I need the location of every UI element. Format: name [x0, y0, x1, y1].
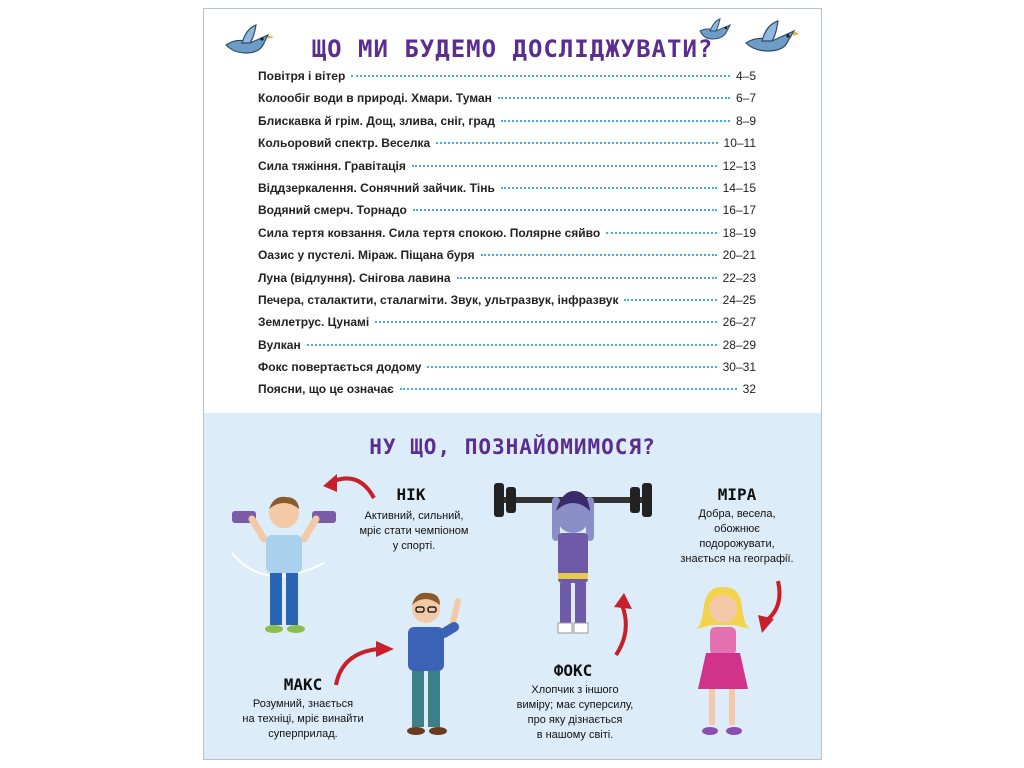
toc-leader-dots [498, 97, 730, 99]
toc-item-pages: 32 [742, 382, 756, 397]
arrow-maks-icon [332, 639, 396, 689]
toc-item [258, 360, 756, 382]
maks-description: Розумний, знається на техніці, мріє винайти суперприлад. [242, 698, 364, 740]
mira-name: МІРА [717, 485, 757, 504]
toc-leader-dots [481, 254, 717, 256]
toc-leader-dots [457, 277, 717, 279]
toc-leader-dots [375, 321, 716, 323]
toc-item-label: Кольоровий спектр. Веселка [258, 136, 431, 151]
toc-item-label: Колообіг води в природі. Хмари. Туман [258, 91, 492, 106]
toc-item [258, 338, 756, 360]
toc-item-label: Віддзеркалення. Сонячний зайчик. Тінь [258, 180, 495, 195]
toc-item-pages: 24–25 [722, 292, 756, 307]
toc-leader-dots [436, 142, 717, 144]
toc-leader-dots [412, 165, 717, 167]
toc-item-pages: 16–17 [722, 203, 756, 218]
toc-item-label: Водяний смерч. Торнадо [258, 203, 407, 218]
arrow-mira-icon [756, 577, 786, 637]
arrow-foks-icon [606, 591, 636, 661]
mira-description: Добра, весела, обожнює подорожувати, знається на географії. [680, 508, 794, 565]
toc-item [258, 315, 756, 337]
toc-item-label: Вулкан [258, 337, 301, 352]
toc-item [258, 159, 756, 181]
toc-item-pages: 30–31 [722, 360, 756, 375]
intro-title: НУ ЩО, ПОЗНАЙОМИМОСЯ? [369, 435, 656, 459]
characters-intro [204, 413, 821, 759]
toc-item [258, 114, 756, 136]
maks-illustration [392, 587, 472, 747]
table-of-contents [204, 9, 821, 413]
toc-item [258, 226, 756, 248]
toc-item-label: Печера, сталактити, сталагміти. Звук, ультразвук, інфразвук [258, 292, 619, 307]
toc-item [258, 293, 756, 315]
toc-leader-dots [606, 232, 716, 234]
toc-item-pages: 6–7 [735, 91, 756, 106]
toc-item-pages: 20–21 [722, 248, 756, 263]
toc-item-pages: 28–29 [722, 337, 756, 352]
arrow-nik-icon [319, 468, 379, 508]
toc-item [258, 69, 756, 91]
toc-item [258, 382, 756, 404]
toc-item [258, 248, 756, 270]
toc-title: ЩО МИ БУДЕМО ДОСЛІДЖУВАТИ? [311, 35, 714, 63]
toc-item-label: Повітря і вітер [258, 69, 346, 83]
toc-item-pages: 10–11 [723, 136, 756, 151]
toc-item-pages: 8–9 [735, 113, 756, 128]
toc-item [258, 203, 756, 225]
toc-item-label: Сила тяжіння. Гравітація [258, 158, 406, 173]
toc-item-label: Оазис у пустелі. Міраж. Піщана буря [258, 248, 475, 263]
mira-illustration [688, 585, 758, 745]
toc-item-pages: 18–19 [722, 225, 756, 240]
toc-item-pages: 26–27 [722, 315, 756, 330]
toc-item [258, 91, 756, 113]
toc-list [258, 69, 756, 405]
toc-item-label: Землетрус. Цунамі [258, 315, 370, 330]
toc-leader-dots [351, 75, 730, 77]
toc-leader-dots [307, 344, 717, 346]
toc-leader-dots [413, 209, 717, 211]
toc-item-label: Фокс повертається додому [258, 360, 422, 375]
nik-description: Активний, сильний, мріє стати чемпіоном у спорті. [359, 510, 469, 552]
toc-item [258, 136, 756, 158]
toc-leader-dots [501, 120, 730, 122]
toc-item-pages: 4–5 [735, 69, 756, 83]
foks-description: Хлопчик з іншого виміру; має суперсилу, про яку дізнається в нашому світі. [516, 684, 634, 741]
toc-leader-dots [624, 299, 716, 301]
nik-name: НІК [396, 485, 426, 504]
foks-name: ФОКС [553, 661, 593, 680]
toc-leader-dots [501, 187, 717, 189]
book-page [203, 8, 822, 760]
toc-item-label: Блискавка й грім. Дощ, злива, сніг, град [258, 113, 495, 128]
toc-item [258, 271, 756, 293]
toc-item [258, 181, 756, 203]
toc-item-pages: 12–13 [722, 158, 756, 173]
toc-item-label: Сила тертя ковзання. Сила тертя спокою. Полярне сяйво [258, 225, 601, 240]
toc-item-pages: 14–15 [722, 180, 756, 195]
toc-leader-dots [427, 366, 716, 368]
maks-name: МАКС [283, 675, 323, 694]
toc-leader-dots [400, 388, 737, 390]
toc-item-label: Поясни, що це означає [258, 382, 394, 397]
toc-item-pages: 22–23 [722, 270, 756, 285]
toc-item-label: Луна (відлуння). Снігова лавина [258, 270, 451, 285]
